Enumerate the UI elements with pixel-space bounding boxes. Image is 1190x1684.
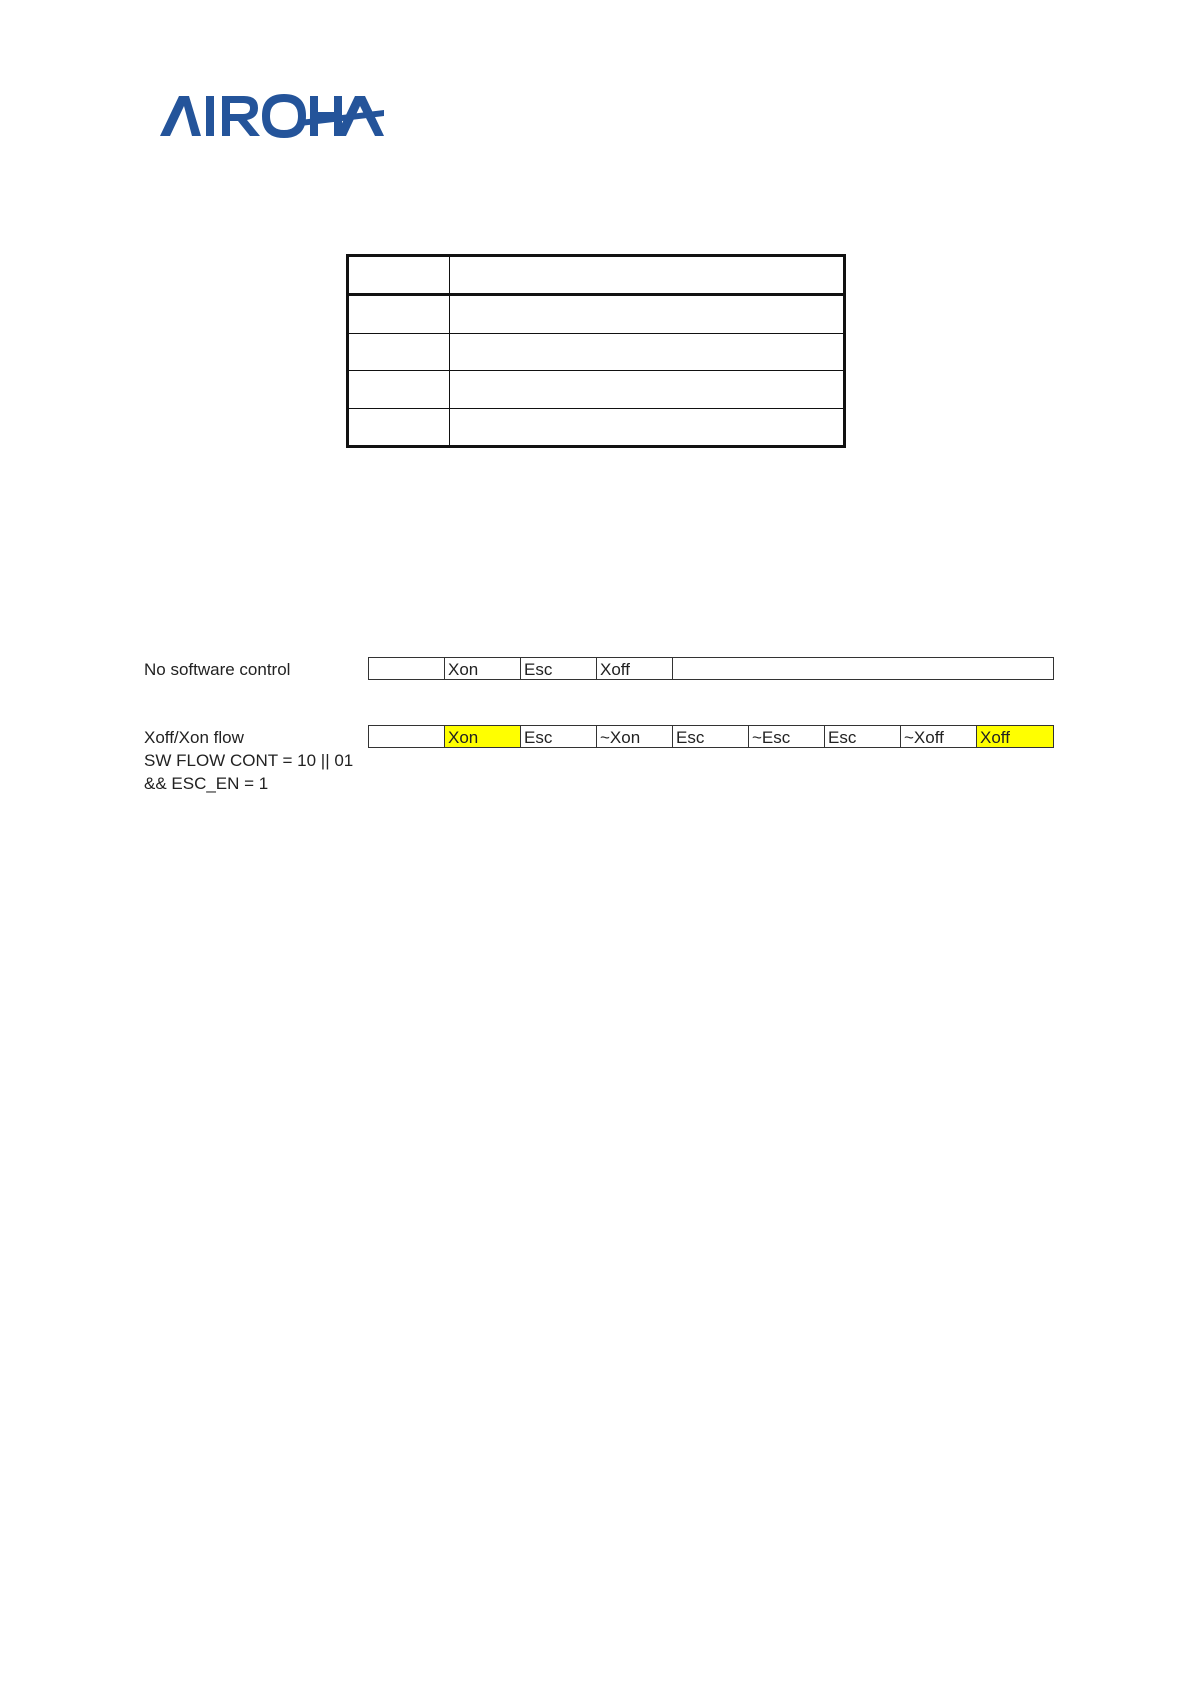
sequence-cell-not-xon: ~Xon [597,726,673,747]
table-row [348,256,845,295]
xoff-xon-flow-sequence [368,725,1054,748]
table-cell [348,256,450,295]
table-cell [348,295,450,333]
sequence-cell-esc: Esc [521,726,597,747]
sequence-cell-xon: Xon [445,658,521,679]
table-row [348,295,845,333]
sequence-cell-not-esc: ~Esc [749,726,825,747]
xoff-xon-flow-label [144,726,353,795]
airoha-logo [160,92,384,140]
sequence-cell [369,658,445,679]
sequence-cell-esc: Esc [521,658,597,679]
table-cell [450,333,845,370]
sequence-cell [369,726,445,747]
sequence-cell-esc: Esc [825,726,901,747]
sequence-cell [673,658,1053,679]
table-row [348,371,845,408]
table-cell [450,408,845,446]
table-cell [348,333,450,370]
sequence-cell-xoff: Xoff [597,658,673,679]
label-line: Xoff/Xon flow [144,728,244,747]
no-software-control-label [144,658,290,681]
table-cell [450,295,845,333]
table-cell [450,256,845,295]
table-row [348,408,845,446]
sequence-cell-esc: Esc [673,726,749,747]
sequence-cell-xoff-highlighted: Xoff [977,726,1053,747]
table-cell [348,408,450,446]
table-cell [348,371,450,408]
label-line: && ESC_EN = 1 [144,774,269,793]
empty-table [346,254,846,448]
sequence-cell-not-xoff: ~Xoff [901,726,977,747]
no-software-control-sequence [368,657,1054,680]
table-row [348,333,845,370]
table-cell [450,371,845,408]
label-line: No software control [144,660,291,679]
sequence-cell-xon-highlighted: Xon [445,726,521,747]
label-line: SW FLOW CONT = 10 || 01 [144,751,354,770]
